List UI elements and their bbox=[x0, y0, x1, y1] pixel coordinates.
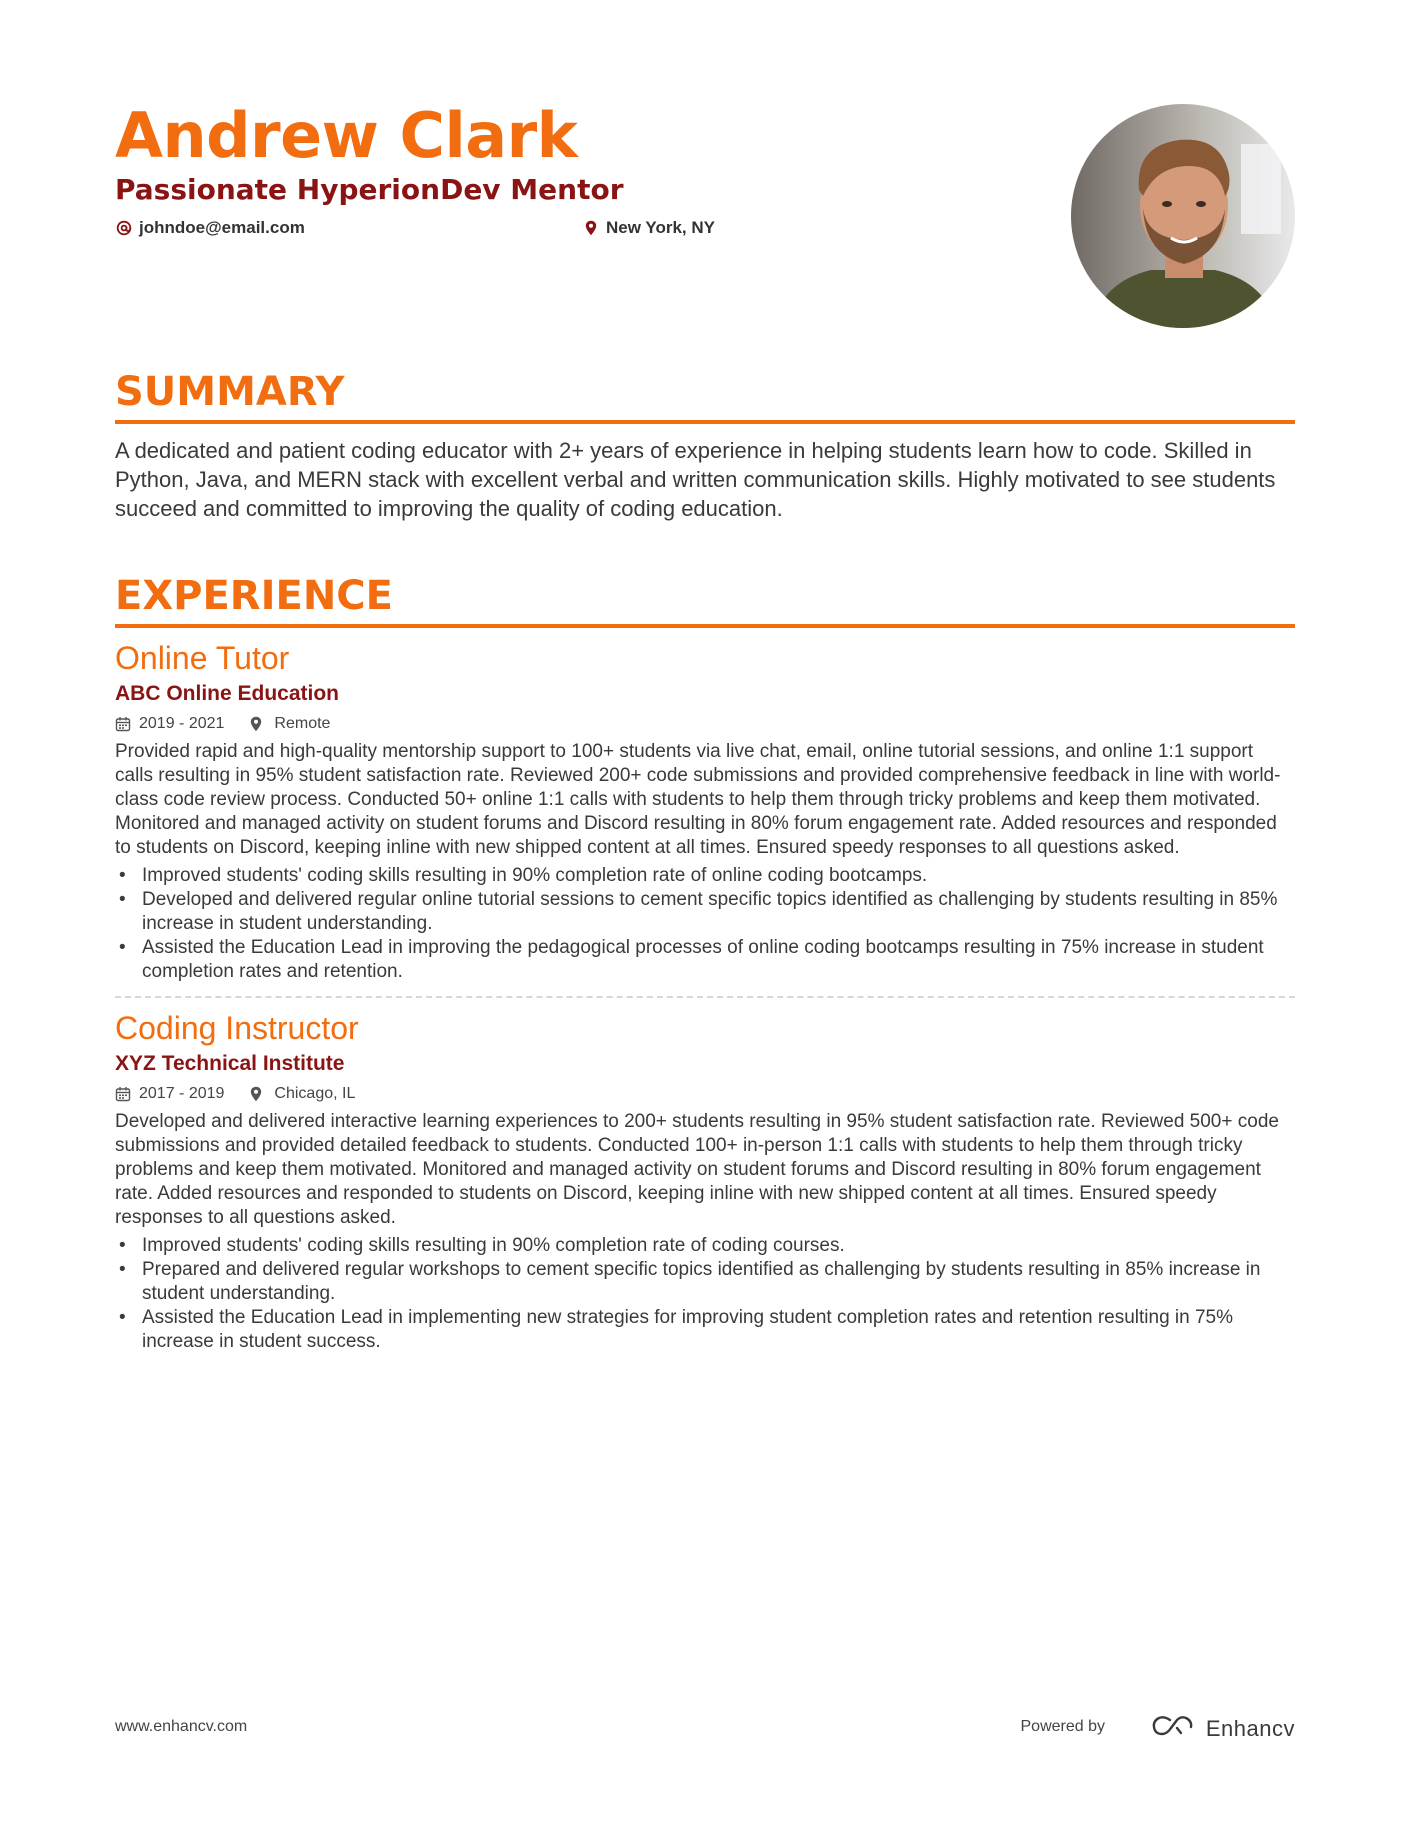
job-meta bbox=[115, 714, 1295, 734]
job-company: ABC Online Education bbox=[115, 682, 340, 705]
footer-brand-name: Enhancv bbox=[1205, 1715, 1295, 1741]
list-item: • Improved students' coding skills resulting in 90% completion rate of coding courses. bbox=[115, 1234, 1295, 1258]
contact-location bbox=[582, 218, 715, 238]
footer-powered-by: Powered by bbox=[1020, 1718, 1105, 1735]
job-meta bbox=[115, 1084, 1295, 1104]
map-pin-icon bbox=[250, 715, 268, 733]
list-item: • Assisted the Education Lead in improving the pedagogical processes of online coding bootcamps resulting in 75% increase in student completion rates and retention. bbox=[115, 936, 1295, 984]
summary-text: A dedicated and patient coding educator with 2+ years of experience in helping students learn how to code. Skilled in Python, Java, and MERN stack with excellent verbal and written communication skills. Highly motivated to see students succeed and committed to improving the quality of coding education. bbox=[115, 438, 1276, 521]
entry-divider bbox=[115, 996, 1295, 998]
contact-email-text: johndoe@email.com bbox=[139, 218, 305, 237]
contact-email[interactable] bbox=[115, 218, 305, 238]
calendar-icon bbox=[115, 715, 133, 733]
calendar-icon bbox=[115, 1085, 133, 1103]
experience-heading: EXPERIENCE bbox=[115, 570, 1295, 628]
map-pin-icon bbox=[250, 1085, 268, 1103]
job-dates: 2019 - 2021 bbox=[139, 715, 225, 732]
profile-photo bbox=[1071, 104, 1295, 328]
job-location: Chicago, IL bbox=[274, 1085, 356, 1102]
list-item: • Developed and delivered regular online tutorial sessions to cement specific topics identified as challenging by students resulting in 85% increase in student understanding. bbox=[115, 888, 1295, 936]
job-description: Developed and delivered interactive learning experiences to 200+ students resulting in 95% student satisfaction rate. Reviewed 500+ code submissions and provided detailed feedback to students. Conducted 100+ in-person 1:1 calls with students to help them through tricky problems and keep them motivated. Monitored and managed activity on student forums and Discord resulting in 80% forum engagement rate. Added resources and responded to students on Discord, keeping inline with new shipped content at all times. Ensured speedy responses to all questions asked. bbox=[115, 1111, 1279, 1228]
candidate-name: Andrew Clark bbox=[115, 99, 578, 172]
list-item: • Assisted the Education Lead in implementing new strategies for improving student completion rates and retention resulting in 75% increase in student success. bbox=[115, 1306, 1295, 1354]
job-description: Provided rapid and high-quality mentorship support to 100+ students via live chat, email, online tutorial sessions, and online 1:1 support calls resulting in 95% student satisfaction rate. Reviewed 200+ code submissions and provided comprehensive feedback in line with world-class code review process. Conducted 50+ online 1:1 calls with students to help them through tricky problems and keep them motivated. Monitored and managed activity on student forums and Discord resulting in 80% forum engagement rate. Added resources and responded to students on Discord, keeping inline with new shipped content at all times. Ensured speedy responses to all questions asked. bbox=[115, 741, 1281, 858]
candidate-title: Passionate HyperionDev Mentor bbox=[115, 173, 624, 206]
page-footer bbox=[115, 1714, 1295, 1744]
summary-heading: SUMMARY bbox=[115, 366, 1295, 424]
experience-section bbox=[115, 570, 1295, 1354]
job-dates: 2017 - 2019 bbox=[139, 1085, 225, 1102]
footer-website-link[interactable]: www.enhancv.com bbox=[115, 1718, 248, 1735]
job-location: Remote bbox=[274, 715, 331, 732]
list-item: • Improved students' coding skills resulting in 90% completion rate of online coding bootcamps. bbox=[115, 864, 1295, 888]
job-achievements bbox=[115, 1234, 1295, 1354]
footer-brand[interactable] bbox=[1150, 1714, 1295, 1743]
resume-page bbox=[115, 0, 1295, 1352]
list-item: • Prepared and delivered regular workshops to cement specific topics identified as challenging by students resulting in 85% increase in student understanding. bbox=[115, 1258, 1295, 1306]
experience-entry bbox=[115, 1008, 1295, 1354]
map-pin-icon bbox=[582, 219, 600, 237]
contact-location-text: New York, NY bbox=[606, 218, 715, 237]
job-company: XYZ Technical Institute bbox=[115, 1052, 345, 1075]
job-role: Online Tutor bbox=[115, 640, 290, 676]
job-role: Coding Instructor bbox=[115, 1010, 359, 1046]
summary-section bbox=[115, 366, 1295, 523]
enhancv-logo-icon bbox=[1150, 1714, 1196, 1743]
resume-header bbox=[115, 0, 1295, 340]
at-icon bbox=[115, 219, 133, 237]
job-achievements bbox=[115, 864, 1295, 984]
experience-entry bbox=[115, 638, 1295, 984]
